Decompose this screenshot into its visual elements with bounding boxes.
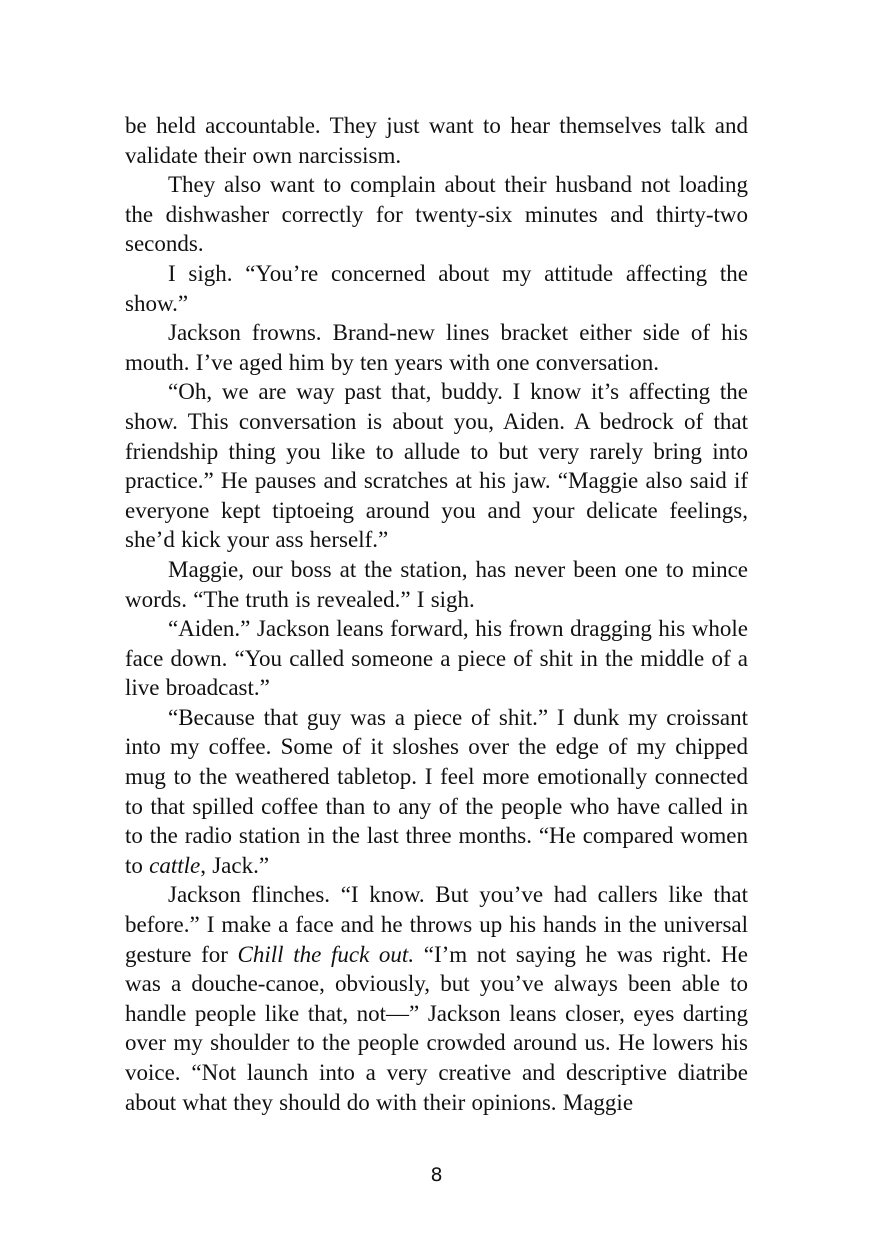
- italic-text: cattle: [149, 852, 201, 878]
- paragraph: [125, 377, 748, 555]
- text-run: Maggie, our boss at the station, has never been one to mince words. “The truth is revealed.” I sigh.: [125, 556, 748, 612]
- italic-text: Chill the fuck out.: [237, 941, 415, 967]
- text-run: “Oh, we are way past that, buddy. I know it’s affecting the show. This conversation is about you, Aiden. A bedrock of that friendship thing you like to allude to but very rarely bring into practice.” He pauses and scratches at his jaw. “Maggie also said if everyone kept tiptoeing around you and your delicate feelings, she’d kick your ass herself.”: [125, 379, 748, 553]
- text-run: “Aiden.” Jackson leans forward, his frown dragging his whole face down. “You called someone a piece of shit in the middle of a live broadcast.”: [125, 616, 748, 701]
- page-number: 8: [430, 1164, 443, 1186]
- paragraph: [125, 259, 748, 318]
- text-run: “Because that guy was a piece of shit.” I dunk my croissant into my coffee. Some of it sloshes over the edge of my chipped mug to the weathered tabletop. I feel more emotionally connected to that spilled coffee than to any of the people who have called in to the radio station in the last three months. “He compared women to: [125, 704, 748, 878]
- paragraph: [125, 614, 748, 703]
- page-body-text: [125, 111, 748, 1117]
- text-run: They also want to complain about their husband not loading the dishwasher correctly for twenty-six minutes and thirty-two seconds.: [125, 172, 748, 257]
- text-run: Jackson frowns. Brand-new lines bracket either side of his mouth. I’ve aged him by ten years with one conversation.: [125, 320, 748, 375]
- paragraph: [125, 170, 748, 259]
- text-run: “I’m not saying he was right. He was a douche-canoe, obviously, but you’ve always been able to handle people like that, not—” Jackson leans closer, eyes darting over my shoulder to the people crowded around us. He lowers his voice. “Not launch into a very creative and descriptive diatribe about what they should do with their opinions. Maggie: [125, 941, 748, 1115]
- paragraph: [125, 880, 748, 1117]
- text-run: I sigh. “You’re concerned about my attitude affecting the show.”: [125, 260, 748, 316]
- paragraph: [125, 555, 748, 614]
- text-run: Jackson flinches. “I know. But you’ve had callers like that before.” I make a face and he throws up his hands in the universal gesture for: [125, 882, 748, 967]
- paragraph: [125, 703, 748, 881]
- text-run: be held accountable. They just want to hear themselves talk and validate their own narcissism.: [125, 113, 748, 168]
- paragraph: [125, 318, 748, 377]
- text-run: , Jack.”: [200, 852, 270, 878]
- paragraph: [125, 111, 748, 170]
